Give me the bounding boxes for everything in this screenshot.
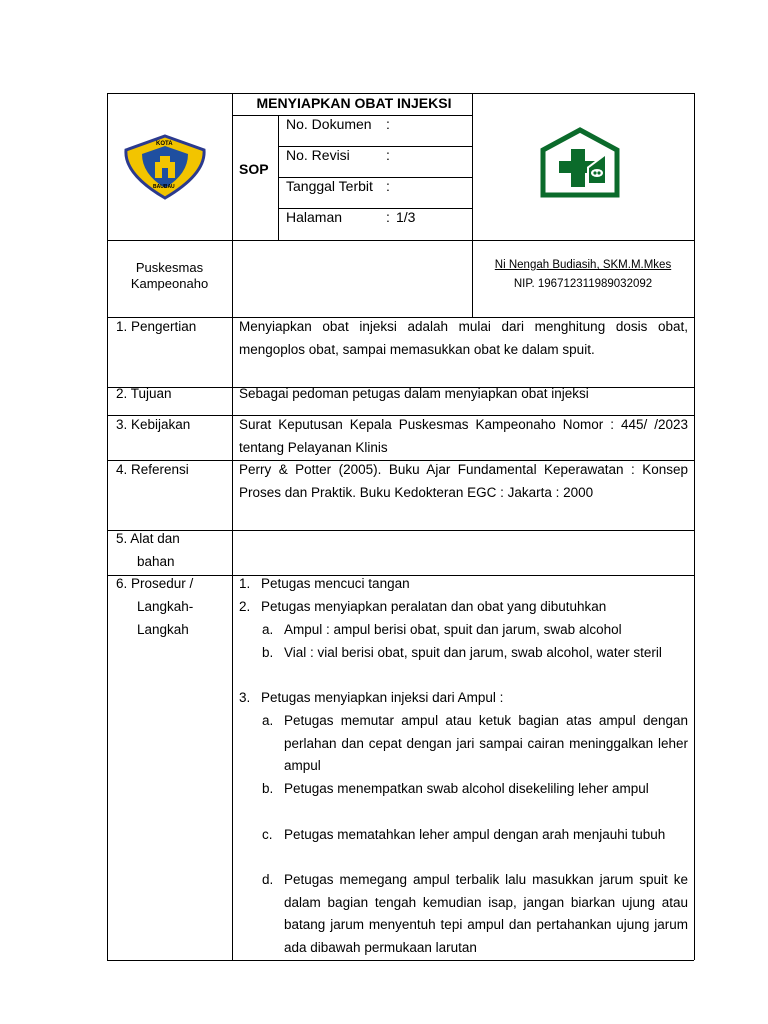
text-referensi: Perry & Potter (2005). Buku Ajar Fundamental Keperawatan : Konsep Proses dan Praktik. Buku Kedokteran EGC : Jakarta : 2000 (239, 462, 688, 500)
label-pengertian: 1. Pengertian (116, 319, 197, 334)
substep-text: Petugas menempatkan swab alcohol disekeliling leher ampul (284, 781, 649, 796)
label-tujuan: 2. Tujuan (116, 386, 172, 401)
field-sep: : (386, 178, 390, 194)
step-text: Petugas menyiapkan peralatan dan obat yang dibutuhkan (261, 599, 607, 614)
substep-letter: a. (262, 622, 274, 637)
text-tujuan: Sebagai pedoman petugas dalam menyiapkan obat injeksi (239, 386, 589, 401)
substep-letter: a. (262, 713, 274, 728)
step-text: Petugas mencuci tangan (261, 576, 410, 591)
step-number: 2. (239, 599, 251, 614)
substep-text: Ampul : ampul berisi obat, spuit dan jarum, swab alcohol (284, 622, 622, 637)
signer-name: Ni Nengah Budiasih, SKM.M.Mkes (494, 259, 672, 271)
text-kebijakan: Surat Keputusan Kepala Puskesmas Kampeonaho Nomor : 445/ /2023 tentang Pelayanan Klinis (239, 417, 688, 455)
field-label: No. Dokumen (286, 116, 372, 132)
step-number: 1. (239, 576, 251, 591)
substep-text: Vial : vial berisi obat, spuit dan jarum, swab alcohol, water steril (284, 645, 662, 660)
label-alat-line1: 5. Alat dan (116, 531, 180, 546)
label-referensi: 4. Referensi (116, 462, 189, 477)
substep-letter: b. (262, 645, 274, 660)
substep-letter: c. (262, 827, 273, 842)
sop-label: SOP (239, 161, 269, 177)
document-title: MENYIAPKAN OBAT INJEKSI (256, 95, 452, 111)
label-kebijakan: 3. Kebijakan (116, 417, 191, 432)
field-label: Tanggal Terbit (286, 178, 373, 194)
logo-top-text: KOTA (156, 141, 173, 147)
signer-nip: NIP. 196712311989032092 (513, 278, 653, 290)
substep-text: Petugas mematahkan leher ampul dengan arah menjauhi tubuh (284, 827, 666, 842)
substep-letter: b. (262, 781, 274, 796)
field-value: 1/3 (396, 209, 416, 225)
field-sep: : (386, 209, 390, 225)
step-number: 3. (239, 690, 251, 705)
label-prosedur-line2: Langkah- (137, 599, 194, 614)
substep-letter: d. (262, 872, 274, 887)
field-sep: : (386, 147, 390, 163)
label-alat-line2: bahan (137, 554, 175, 569)
text-pengertian: Menyiapkan obat injeksi adalah mulai dari menghitung dosis obat, mengoplos obat, sampai memasukkan obat ke dalam spuit. (239, 319, 688, 357)
org-name-line2: Kampeonaho (130, 276, 209, 291)
logo-puskesmas (540, 127, 620, 204)
logo-kota-baubau (122, 134, 208, 200)
label-prosedur-line3: Langkah (137, 622, 189, 637)
label-prosedur-line1: 6. Prosedur / (116, 576, 194, 591)
substep-text: Petugas memegang ampul terbalik lalu masukkan jarum spuit ke dalam bagian tengah kemudian isap, jangan biarkan ujung atau batang jarum menyentuh tepi ampul dan pertahankan ujung jarum ada dibawah permukaan larutan (284, 872, 688, 956)
logo-bottom-text: BAUBAU (153, 184, 175, 190)
field-label: Halaman (286, 209, 343, 225)
step-text: Petugas menyiapkan injeksi dari Ampul : (261, 690, 504, 705)
field-sep: : (386, 116, 390, 132)
field-label: No. Revisi (286, 147, 350, 163)
org-name-line1: Puskesmas (135, 260, 204, 275)
substep-text: Petugas memutar ampul atau ketuk bagian atas ampul dengan perlahan dan cepat dengan jari sampai cairan meninggalkan leher ampul (284, 713, 688, 774)
